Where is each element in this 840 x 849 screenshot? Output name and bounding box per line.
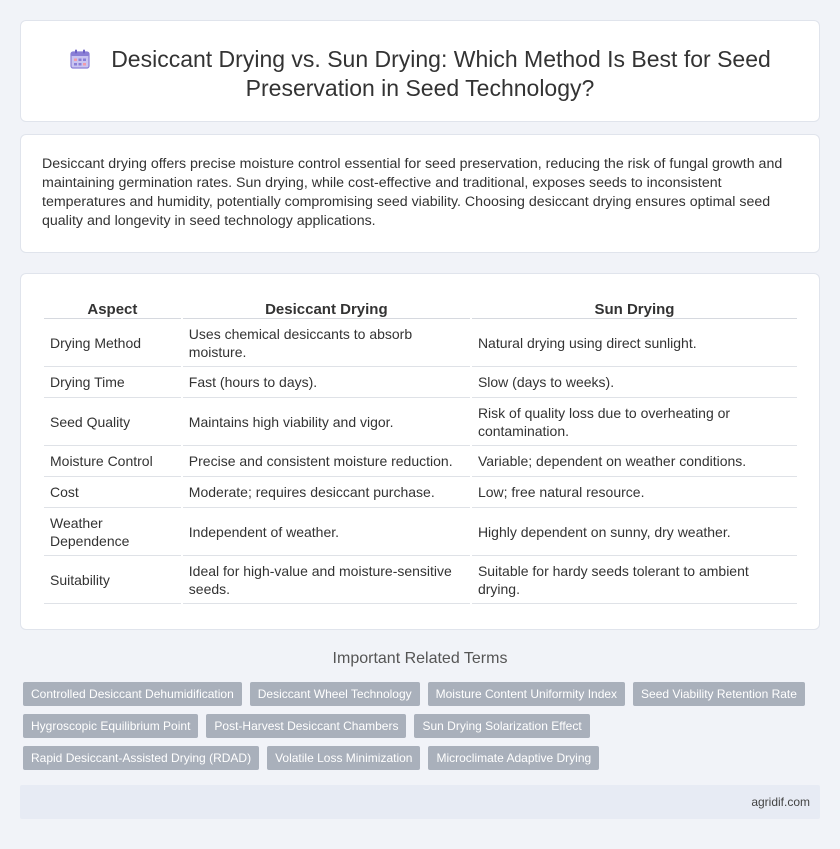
table-cell: Risk of quality loss due to overheating or contamination.	[472, 398, 797, 446]
summary-text: Desiccant drying offers precise moisture control essential for seed preservation, reducing the risk of fungal growth and maintaining germination rates. Sun drying, while cost-effective and traditional, exposes seeds to inconsistent temperatures and humidity, potentially compromising seed viability. Choosing desiccant drying ensures optimal seed quality and longevity in seed technology applications.	[42, 156, 783, 229]
footer-bar	[20, 785, 820, 819]
table-cell: Weather Dependence	[44, 508, 181, 556]
table-cell: Suitable for hardy seeds tolerant to ambient drying.	[472, 556, 797, 604]
table-row	[44, 477, 797, 508]
related-terms-tags	[23, 682, 813, 778]
title-card	[20, 20, 820, 122]
table-cell: Precise and consistent moisture reduction.	[183, 446, 470, 477]
table-cell: Cost	[44, 477, 181, 508]
header-aspect: Aspect	[44, 296, 181, 319]
table-row	[44, 367, 797, 398]
table-cell: Independent of weather.	[183, 508, 470, 556]
calendar-icon	[69, 48, 91, 70]
related-term-tag[interactable]: Sun Drying Solarization Effect	[414, 714, 589, 738]
table-cell: Highly dependent on sunny, dry weather.	[472, 508, 797, 556]
page-title	[61, 45, 779, 103]
related-term-tag[interactable]: Hygroscopic Equilibrium Point	[23, 714, 198, 738]
table-cell: Moisture Control	[44, 446, 181, 477]
table-cell: Uses chemical desiccants to absorb moisture.	[183, 319, 470, 367]
related-term-tag[interactable]: Seed Viability Retention Rate	[633, 682, 805, 706]
table-row	[44, 508, 797, 556]
related-term-tag[interactable]: Post-Harvest Desiccant Chambers	[206, 714, 406, 738]
related-term-tag[interactable]: Moisture Content Uniformity Index	[428, 682, 625, 706]
related-term-tag[interactable]: Rapid Desiccant-Assisted Drying (RDAD)	[23, 746, 259, 770]
related-term-tag[interactable]: Volatile Loss Minimization	[267, 746, 420, 770]
table-header-row	[44, 296, 797, 319]
header-desiccant-drying: Desiccant Drying	[183, 296, 470, 319]
table-cell: Fast (hours to days).	[183, 367, 470, 398]
table-cell: Moderate; requires desiccant purchase.	[183, 477, 470, 508]
table-row	[44, 556, 797, 604]
table-row	[44, 398, 797, 446]
table-cell: Suitability	[44, 556, 181, 604]
table-cell: Maintains high viability and vigor.	[183, 398, 470, 446]
table-cell: Variable; dependent on weather conditions.	[472, 446, 797, 477]
related-term-tag[interactable]: Controlled Desiccant Dehumidification	[23, 682, 242, 706]
related-term-tag[interactable]: Desiccant Wheel Technology	[250, 682, 420, 706]
title-wrap	[21, 45, 819, 103]
table-cell: Drying Time	[44, 367, 181, 398]
table-row	[44, 446, 797, 477]
tag-row	[23, 746, 813, 770]
table-cell: Natural drying using direct sunlight.	[472, 319, 797, 367]
page-title-text: Desiccant Drying vs. Sun Drying: Which Method Is Best for Seed Preservation in Seed Technology?	[111, 46, 771, 101]
table-cell: Slow (days to weeks).	[472, 367, 797, 398]
table-row	[44, 319, 797, 367]
related-term-tag[interactable]: Microclimate Adaptive Drying	[428, 746, 599, 770]
table-cell: Drying Method	[44, 319, 181, 367]
tag-row	[23, 682, 813, 706]
table-cell: Ideal for high-value and moisture-sensitive seeds.	[183, 556, 470, 604]
tag-row	[23, 714, 813, 738]
related-terms-heading: Important Related Terms	[332, 650, 508, 667]
table-cell: Low; free natural resource.	[472, 477, 797, 508]
summary-card	[20, 134, 820, 253]
table-card	[20, 273, 820, 630]
comparison-table	[42, 296, 799, 604]
table-cell: Seed Quality	[44, 398, 181, 446]
footer-domain-link[interactable]: agridif.com	[751, 795, 810, 809]
header-sun-drying: Sun Drying	[472, 296, 797, 319]
